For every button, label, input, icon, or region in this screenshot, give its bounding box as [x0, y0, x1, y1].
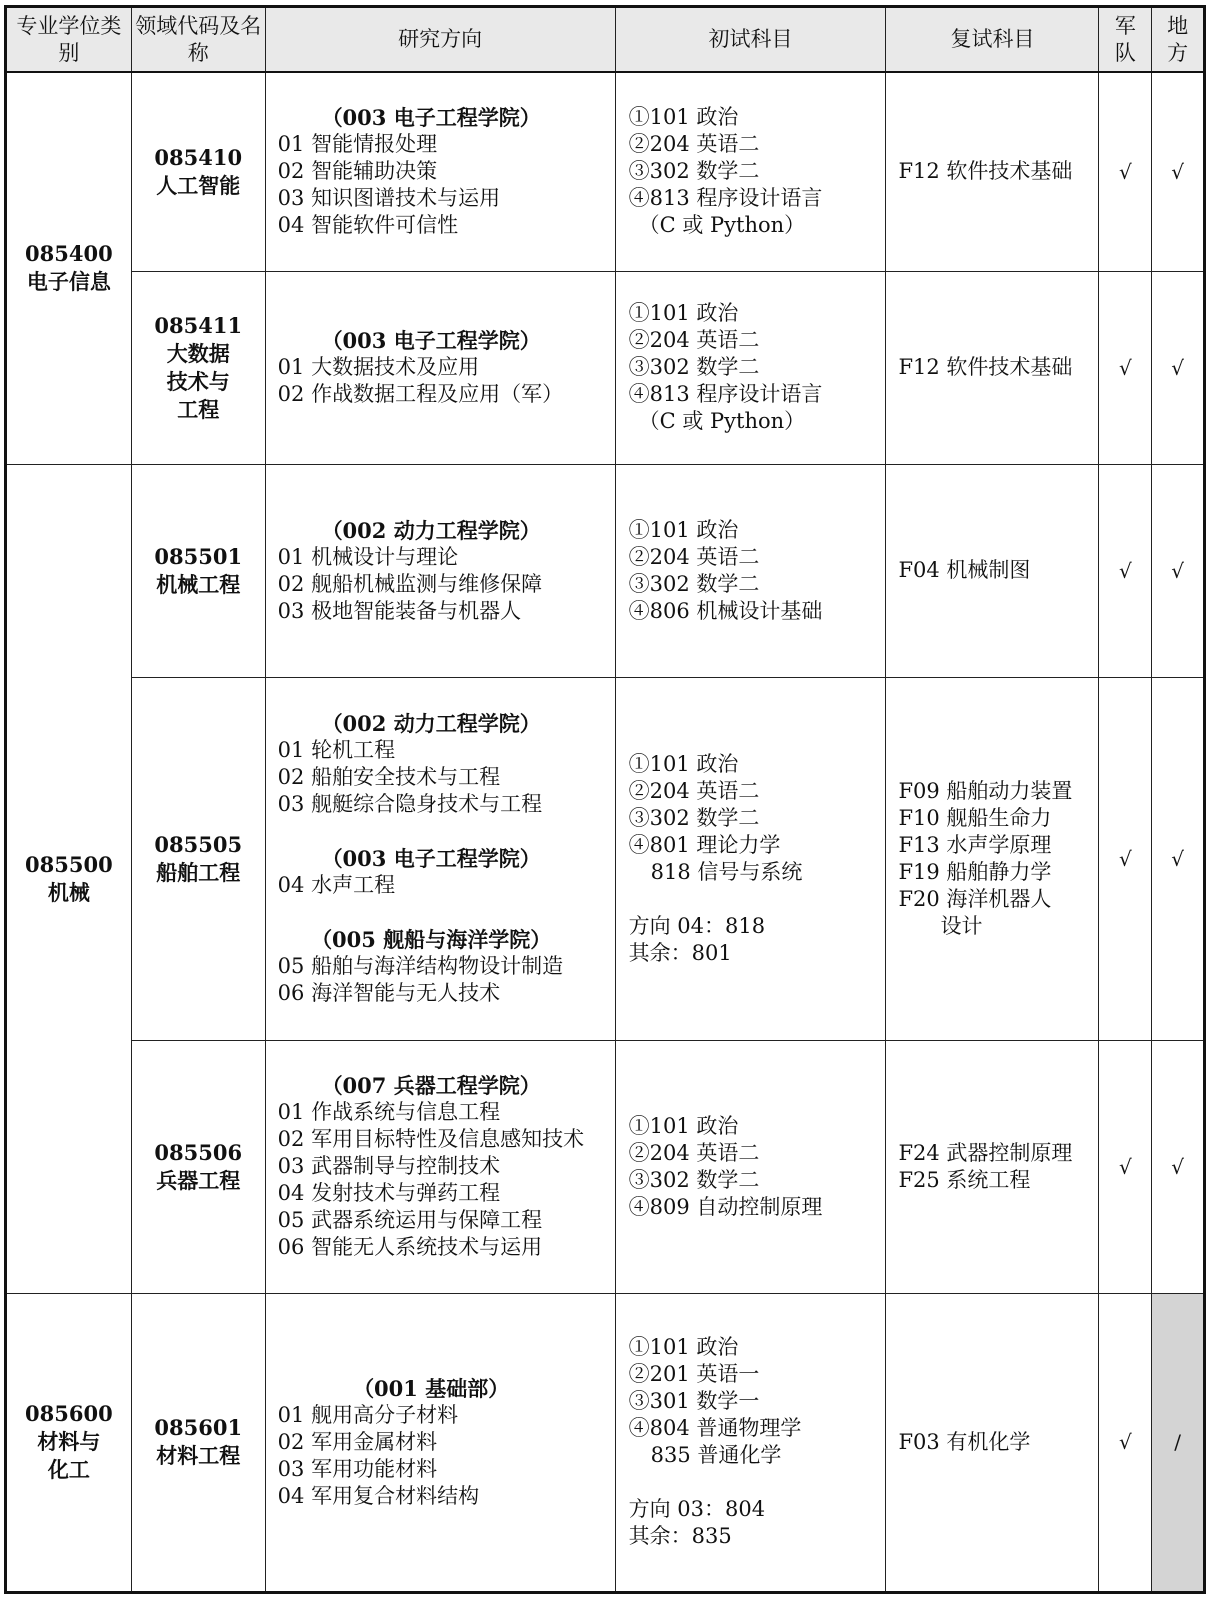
local-mark: /: [1152, 1293, 1205, 1593]
field-cell: [131, 271, 265, 464]
retest-item: F12 软件技术基础: [898, 355, 1073, 379]
direction-item: 05 武器系统运用与保障工程: [277, 1208, 543, 1232]
field-name: 材料工程: [156, 1443, 241, 1469]
retest-cell: [886, 677, 1099, 1040]
category-cell: [6, 1293, 132, 1593]
school-name: （005 舰船与海洋学院）: [311, 927, 552, 952]
local-mark: √: [1152, 72, 1205, 271]
admissions-table: [4, 5, 1206, 1594]
retest-item: F12 软件技术基础: [898, 159, 1073, 184]
field-cell: [131, 1293, 265, 1593]
exam-item: ①101 政治: [628, 1335, 739, 1360]
direction-item: 05 船舶与海洋结构物设计制造: [277, 954, 564, 978]
direction-item: 04 智能软件可信性: [277, 213, 459, 238]
exam-item: ④813 程序设计语言: [628, 186, 823, 211]
directions-cell: [265, 1293, 615, 1593]
field-name: 船舶工程: [156, 859, 241, 885]
direction-item: 01 大数据技术及应用: [277, 355, 480, 379]
field-name-line: 工程: [177, 396, 220, 422]
table-row: [6, 1040, 1205, 1293]
field-name-line: 技术与: [166, 368, 230, 394]
military-mark: √: [1099, 1040, 1152, 1293]
field-name: 机械工程: [156, 571, 241, 597]
directions-cell: [265, 464, 615, 677]
directions-cell: [265, 72, 615, 271]
exam-item: ②204 英语二: [628, 132, 760, 157]
military-mark: √: [1099, 1293, 1152, 1593]
military-mark: √: [1099, 464, 1152, 677]
local-mark: √: [1152, 1040, 1205, 1293]
category-name: 电子信息: [26, 269, 111, 295]
directions-cell: [265, 271, 615, 464]
exam-alt: 818 信号与系统: [650, 859, 803, 884]
retest-cell: [886, 271, 1099, 464]
field-name: 兵器工程: [156, 1167, 241, 1193]
directions-cell: [265, 1040, 615, 1293]
retest-item: F25 系统工程: [898, 1167, 1031, 1192]
exam-cell: [615, 464, 886, 677]
exam-item: ①101 政治: [628, 517, 739, 542]
retest-cell: [886, 1040, 1099, 1293]
direction-item: 02 作战数据工程及应用（军）: [277, 382, 564, 406]
direction-item: 02 军用金属材料: [277, 1429, 438, 1454]
exam-item: ④813 程序设计语言: [628, 382, 823, 406]
exam-note: 方向 04：818: [628, 913, 766, 938]
direction-item: 06 智能无人系统技术与运用: [277, 1235, 543, 1259]
direction-item: 01 舰用高分子材料: [277, 1402, 459, 1427]
retest-cell: [886, 1293, 1099, 1593]
local-mark: √: [1152, 271, 1205, 464]
direction-item: 02 智能辅助决策: [277, 159, 438, 184]
exam-item: ①101 政治: [628, 301, 739, 325]
exam-cell: [615, 271, 886, 464]
header-military: 军队: [1099, 7, 1152, 73]
category-name-line: 化工: [47, 1457, 90, 1483]
exam-item: ②204 英语二: [628, 778, 760, 803]
direction-item: 01 作战系统与信息工程: [277, 1100, 501, 1124]
school-name: （001 基础部）: [353, 1375, 510, 1401]
exam-note: （C 或 Python）: [638, 409, 806, 433]
retest-item: F24 武器控制原理: [898, 1140, 1073, 1165]
field-code: 085411: [154, 312, 243, 338]
category-code: 085600: [25, 1401, 113, 1427]
category-code: 085400: [25, 241, 113, 267]
direction-item: 03 知识图谱技术与运用: [277, 186, 501, 211]
exam-note: （C 或 Python）: [638, 213, 806, 238]
header-row: [6, 7, 1205, 73]
exam-item: ②204 英语二: [628, 544, 760, 569]
direction-item: 04 水声工程: [277, 873, 396, 897]
header-retest: 复试科目: [886, 7, 1099, 73]
category-name: 机械: [47, 879, 90, 905]
field-cell: [131, 677, 265, 1040]
field-code: 085601: [154, 1415, 243, 1441]
school-name: （007 兵器工程学院）: [321, 1073, 541, 1098]
military-mark: √: [1099, 677, 1152, 1040]
exam-cell: [615, 72, 886, 271]
direction-item: 04 发射技术与弹药工程: [277, 1181, 501, 1205]
retest-cell: [886, 72, 1099, 271]
exam-item: ①101 政治: [628, 105, 739, 130]
exam-cell: [615, 1293, 886, 1593]
retest-item: F03 有机化学: [898, 1429, 1031, 1454]
exam-item: ②201 英语一: [628, 1362, 760, 1387]
exam-item: ③302 数学二: [628, 355, 760, 379]
military-mark: √: [1099, 271, 1152, 464]
retest-item-continued: 设计: [940, 913, 983, 938]
school-name: （003 电子工程学院）: [321, 105, 541, 131]
exam-item: ④804 普通物理学: [628, 1416, 802, 1441]
direction-item: 01 智能情报处理: [277, 132, 438, 157]
field-cell: [131, 464, 265, 677]
direction-item: 02 船舶安全技术与工程: [277, 765, 501, 789]
school-name: （003 电子工程学院）: [321, 328, 541, 353]
field-code: 085410: [154, 144, 243, 170]
exam-item: ③302 数学二: [628, 159, 760, 184]
retest-item: F20 海洋机器人: [898, 886, 1052, 911]
exam-item: ③302 数学二: [628, 571, 760, 596]
table-row: [6, 1293, 1205, 1593]
local-mark: √: [1152, 464, 1205, 677]
exam-item: ③302 数学二: [628, 805, 760, 830]
direction-item: 06 海洋智能与无人技术: [277, 981, 501, 1005]
header-category: 专业学位类别: [6, 7, 132, 73]
exam-item: ③301 数学一: [628, 1389, 760, 1414]
header-first-exam: 初试科目: [615, 7, 886, 73]
header-field: 领域代码及名称: [131, 7, 265, 73]
field-code: 085506: [154, 1139, 243, 1165]
field-cell: [131, 1040, 265, 1293]
exam-item: ②204 英语二: [628, 328, 760, 352]
direction-item: 01 轮机工程: [277, 738, 396, 762]
exam-cell: [615, 1040, 886, 1293]
exam-item: ①101 政治: [628, 751, 739, 776]
exam-note: 其余：835: [628, 1524, 732, 1549]
field-code: 085505: [154, 831, 243, 857]
exam-note: 方向 03：804: [628, 1497, 766, 1522]
table-row: [6, 464, 1205, 677]
direction-item: 03 军用功能材料: [277, 1456, 438, 1481]
retest-item: F09 船舶动力装置: [898, 778, 1073, 803]
school-name: （003 电子工程学院）: [321, 846, 541, 871]
exam-item: ④806 机械设计基础: [628, 598, 823, 623]
exam-item: ④801 理论力学: [628, 832, 781, 857]
header-directions: 研究方向: [265, 7, 615, 73]
school-name: （002 动力工程学院）: [321, 711, 541, 736]
school-name: （002 动力工程学院）: [321, 517, 541, 543]
table-row: [6, 677, 1205, 1040]
direction-item: 01 机械设计与理论: [277, 544, 459, 569]
exam-item: ②204 英语二: [628, 1140, 760, 1165]
category-code: 085500: [25, 851, 113, 877]
direction-item: 04 军用复合材料结构: [277, 1483, 480, 1508]
retest-cell: [886, 464, 1099, 677]
directions-cell: [265, 677, 615, 1040]
category-cell: [6, 464, 132, 1293]
direction-item: 03 极地智能装备与机器人: [277, 598, 522, 623]
retest-item: F10 舰船生命力: [898, 805, 1052, 830]
exam-item: ①101 政治: [628, 1113, 739, 1138]
field-cell: [131, 72, 265, 271]
direction-item: 02 舰船机械监测与维修保障: [277, 571, 543, 596]
direction-item: 03 舰艇综合隐身技术与工程: [277, 792, 543, 816]
exam-item: ③302 数学二: [628, 1167, 760, 1192]
exam-cell: [615, 677, 886, 1040]
direction-item: 02 军用目标特性及信息感知技术: [277, 1127, 585, 1151]
header-local: 地方: [1152, 7, 1205, 73]
retest-item: F13 水声学原理: [898, 832, 1052, 857]
military-mark: √: [1099, 72, 1152, 271]
exam-note: 其余：801: [628, 940, 732, 965]
field-code: 085501: [154, 543, 243, 569]
category-name-line: 材料与: [37, 1429, 101, 1455]
exam-alt: 835 普通化学: [650, 1443, 782, 1468]
table-row: [6, 271, 1205, 464]
retest-item: F04 机械制图: [898, 558, 1031, 582]
table-row: [6, 72, 1205, 271]
category-cell: [6, 72, 132, 464]
direction-item: 03 武器制导与控制技术: [277, 1154, 501, 1178]
local-mark: √: [1152, 677, 1205, 1040]
retest-item: F19 船舶静力学: [898, 859, 1052, 884]
exam-item: ④809 自动控制原理: [628, 1194, 823, 1219]
field-name: 人工智能: [156, 172, 241, 198]
field-name-line: 大数据: [166, 340, 230, 366]
